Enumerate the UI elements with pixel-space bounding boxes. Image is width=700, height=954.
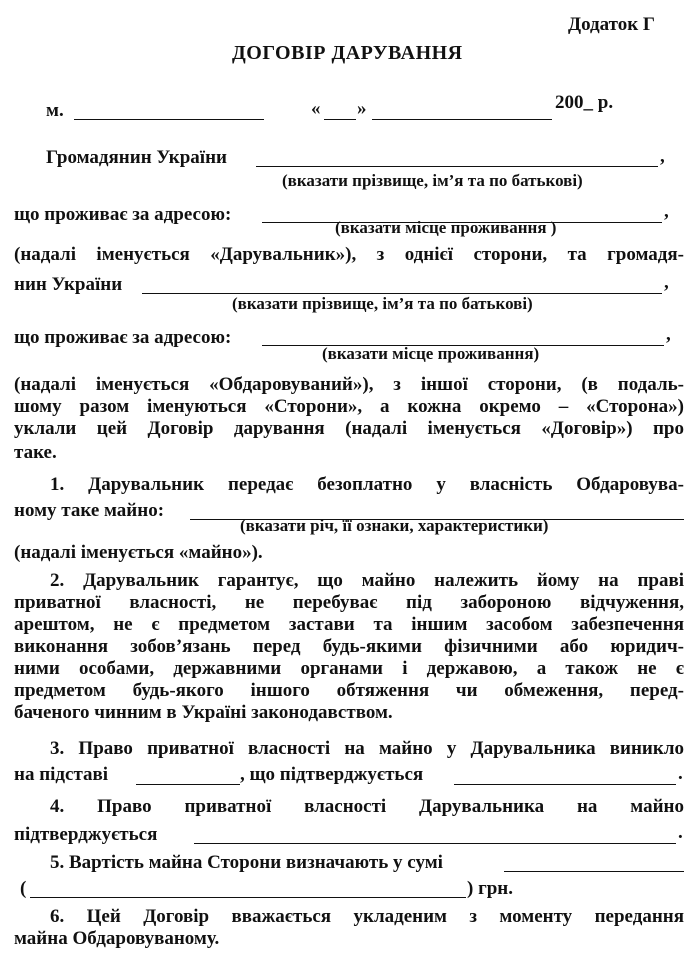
clause1-line2: ному таке майно: xyxy=(14,500,165,521)
year-label: 200_ р. xyxy=(555,92,614,113)
clause3-line2-b: , що підтверджується xyxy=(240,764,424,785)
party1-name-hint: (вказати прізвище, ім’я та по батькові) xyxy=(282,171,583,190)
clause5-line1: 5. Вартість майна Сторони визначають у сумі xyxy=(50,852,443,873)
clause4-line2: підтверджується xyxy=(14,824,158,845)
clause1-line1: 1. Дарувальник передає безоплатно у власність Обдаровува- xyxy=(50,474,684,495)
document-title: ДОГОВІР ДАРУВАННЯ xyxy=(232,42,463,64)
clause2-line5: ними особами, державними органами і державою, а також не є xyxy=(14,658,684,679)
clause6-line1: 6. Цей Договір вважається укладеним з моменту передання xyxy=(50,906,684,927)
appendix-label: Додаток Г xyxy=(568,14,656,35)
clause2-line4: виконання зобов’язань перед будь-якими фізичними або юридич- xyxy=(14,636,684,657)
clause5-paren-close: ) грн. xyxy=(467,878,513,899)
clause2-line6: предметом будь-якого іншого обтяження чи обмеження, перед- xyxy=(14,680,684,701)
clause2-line7: баченого чинним в Україні законодавством. xyxy=(14,702,393,723)
clause3-period: . xyxy=(678,763,683,784)
party1-name-comma: , xyxy=(660,146,665,167)
party1-role-line1: (надалі іменується «Дарувальник»), з однієї сторони, та громадя- xyxy=(14,244,684,265)
party2-address-comma: , xyxy=(666,324,671,345)
clause4-period: . xyxy=(678,822,683,843)
clause5-amount-words-blank[interactable] xyxy=(30,897,466,898)
party1-name-blank[interactable] xyxy=(256,166,658,167)
party1-citizen-label: Громадянин України xyxy=(46,147,227,168)
party2-role-line4: таке. xyxy=(14,442,57,463)
clause3-line1: 3. Право приватної власності на майно у Дарувальника виникло xyxy=(50,738,684,759)
month-blank[interactable] xyxy=(372,119,552,120)
party2-name-hint: (вказати прізвище, ім’я та по батькові) xyxy=(232,294,533,313)
party1-address-label: що проживає за адресою: xyxy=(14,204,232,225)
party1-address-hint: (вказати місце проживання ) xyxy=(335,218,557,237)
clause5-paren-open: ( xyxy=(20,878,27,899)
party2-address-label: що проживає за адресою: xyxy=(14,327,232,348)
party1-address-comma: , xyxy=(664,201,669,222)
city-prefix: м. xyxy=(46,100,64,121)
day-quote-open: « xyxy=(311,98,321,119)
clause3-basis-blank[interactable] xyxy=(136,784,240,785)
city-blank[interactable] xyxy=(74,119,264,120)
clause4-confirm-blank[interactable] xyxy=(194,843,676,844)
clause2-line1: 2. Дарувальник гарантує, що майно належить йому на праві xyxy=(50,570,684,591)
clause3-line2-a: на підставі xyxy=(14,764,109,785)
clause4-line1: 4. Право приватної власності Дарувальника на майно xyxy=(50,796,684,817)
party2-role-line2: шому разом іменуються «Сторони», а кожна окремо – «Сторона») xyxy=(14,396,684,417)
clause1-line3: (надалі іменується «майно»). xyxy=(14,542,263,563)
party2-name-comma: , xyxy=(664,272,669,293)
party2-address-hint: (вказати місце проживання) xyxy=(322,344,540,363)
day-quote-close: » xyxy=(357,98,367,119)
clause1-hint: (вказати річ, її ознаки, характеристики) xyxy=(240,516,549,535)
clause5-amount-blank[interactable] xyxy=(504,871,684,872)
party2-role-line1: (надалі іменується «Обдаровуваний»), з іншої сторони, (в подаль- xyxy=(14,374,684,395)
clause6-line2: майна Обдаровуваному. xyxy=(14,928,220,949)
party1-role-line2: нин України xyxy=(14,274,123,295)
party2-role-line3: уклали цей Договір дарування (надалі іменується «Договір») про xyxy=(14,418,684,439)
day-blank[interactable] xyxy=(324,119,356,120)
clause2-line2: приватної власності, не перебуває під забороною відчуження, xyxy=(14,592,684,613)
clause3-confirm-blank[interactable] xyxy=(454,784,676,785)
clause2-line3: арештом, не є предметом застави та іншим засобом забезпечення xyxy=(14,614,684,635)
